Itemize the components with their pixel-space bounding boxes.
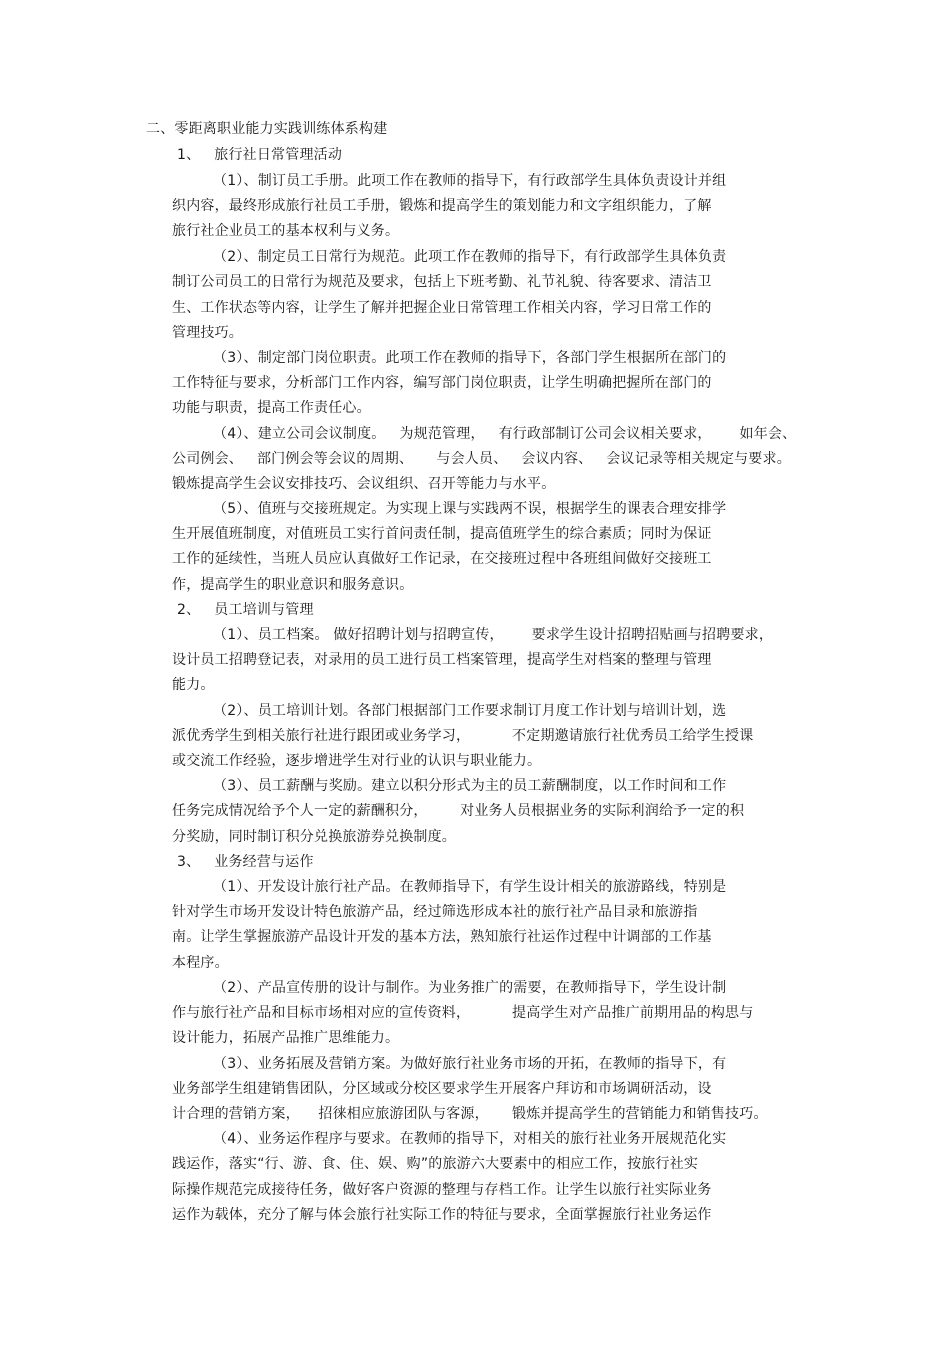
paragraph-line: 计合理的营销方案， 招徕相应旅游团队与客源， 锻炼并提高学生的营销能力和销售技巧。 (172, 1106, 768, 1122)
paragraph-line: 派优秀学生到相关旅行社进行跟团或业务学习， 不定期邀请旅行社优秀员工给学生授课 (172, 728, 754, 744)
paragraph-line: 践运作，落实“行、游、食、住、娱、购”的旅游六大要素中的相应工作，按旅行社实 (172, 1156, 699, 1172)
paragraph-line: （3）、员工薪酬与奖励。建立以积分形式为主的员工薪酬制度，以工作时间和工作 (213, 778, 727, 794)
section-heading: 2、 员工培训与管理 (177, 602, 314, 618)
paragraph-line: 生开展值班制度，对值班员工实行首问责任制，提高值班学生的综合素质；同时为保证 (172, 526, 712, 542)
paragraph-line: 生、工作状态等内容，让学生了解并把握企业日常管理工作相关内容，学习日常工作的 (172, 300, 712, 316)
paragraph-line: 分奖励，同时制订积分兑换旅游券兑换制度。 (172, 829, 456, 845)
paragraph-line: （4）、业务运作程序与要求。在教师的指导下，对相关的旅行社业务开展规范化实 (213, 1131, 727, 1147)
paragraph-line: （1）、开发设计旅行社产品。在教师指导下，有学生设计相关的旅游路线，特别是 (213, 879, 727, 895)
paragraph-line: （3）、业务拓展及营销方案。为做好旅行社业务市场的开拓，在教师的指导下，有 (213, 1056, 727, 1072)
paragraph-line: 制订公司员工的日常行为规范及要求，包括上下班考勤、礼节礼貌、待客要求、清洁卫 (172, 274, 712, 290)
paragraph-line: 任务完成情况给予个人一定的薪酬积分， 对业务人员根据业务的实际利润给予一定的积 (172, 803, 745, 819)
paragraph-line: 或交流工作经验，逐步增进学生对行业的认识与职业能力。 (172, 753, 542, 769)
paragraph-line: （1）、制订员工手册。此项工作在教师的指导下，有行政部学生具体负责设计并组 (213, 173, 727, 189)
paragraph-line: 作与旅行社产品和目标市场相对应的宣传资料， 提高学生对产品推广前期用品的构思与 (172, 1005, 754, 1021)
paragraph-line: 业务部学生组建销售团队，分区域或分校区要求学生开展客户拜访和市场调研活动，设 (172, 1081, 712, 1097)
section-heading: 1、 旅行社日常管理活动 (177, 147, 343, 163)
paragraph-line: 作，提高学生的职业意识和服务意识。 (172, 577, 414, 593)
paragraph-line: 针对学生市场开发设计特色旅游产品，经过筛选形成本社的旅行社产品目录和旅游指 (172, 904, 698, 920)
page-title: 二、零距离职业能力实践训练体系构建 (146, 121, 388, 137)
paragraph-line: 际操作规范完成接待任务，做好客户资源的整理与存档工作。让学生以旅行社实际业务 (172, 1182, 712, 1198)
paragraph-line: 工作的延续性，当班人员应认真做好工作记录，在交接班过程中各班组间做好交接班工 (172, 551, 712, 567)
paragraph-line: 本程序。 (172, 955, 229, 971)
paragraph-line: （5）、值班与交接班规定。为实现上课与实践两不误，根据学生的课表合理安排学 (213, 501, 727, 517)
paragraph-line: 能力。 (172, 677, 215, 693)
paragraph-line: 管理技巧。 (172, 325, 243, 341)
paragraph-line: 南。让学生掌握旅游产品设计开发的基本方法，熟知旅行社运作过程中计调部的工作基 (172, 929, 712, 945)
paragraph-line: 设计员工招聘登记表，对录用的员工进行员工档案管理，提高学生对档案的整理与管理 (172, 652, 712, 668)
paragraph-line: （2）、员工培训计划。各部门根据部门工作要求制订月度工作计划与培训计划，选 (213, 703, 727, 719)
paragraph-line: （3）、制定部门岗位职责。此项工作在教师的指导下，各部门学生根据所在部门的 (213, 350, 727, 366)
paragraph-line: （1）、员工档案。 做好招聘计划与招聘宣传， 要求学生设计招聘招贴画与招聘要求， (213, 627, 774, 643)
paragraph-line: 公司例会、 部门例会等会议的周期、 与会人员、 会议内容、 会议记录等相关规定与要求。 (172, 451, 791, 467)
paragraph-line: 锻炼提高学生会议安排技巧、会议组织、召开等能力与水平。 (172, 476, 556, 492)
paragraph-line: （2）、制定员工日常行为规范。此项工作在教师的指导下，有行政部学生具体负责 (213, 249, 727, 265)
paragraph-line: （4）、建立公司会议制度。 为规范管理， 有行政部制订公司会议相关要求， 如年会、 (213, 426, 797, 442)
paragraph-line: 功能与职责，提高工作责任心。 (172, 400, 371, 416)
paragraph-line: （2）、产品宣传册的设计与制作。为业务推广的需要，在教师指导下，学生设计制 (213, 980, 727, 996)
paragraph-line: 工作特征与要求，分析部门工作内容，编写部门岗位职责，让学生明确把握所在部门的 (172, 375, 712, 391)
paragraph-line: 织内容，最终形成旅行社员工手册，锻炼和提高学生的策划能力和文字组织能力，了解 (172, 198, 712, 214)
paragraph-line: 旅行社企业员工的基本权利与义务。 (172, 223, 400, 239)
paragraph-line: 设计能力，拓展产品推广思维能力。 (172, 1030, 400, 1046)
section-heading: 3、 业务经营与运作 (177, 854, 314, 870)
paragraph-line: 运作为载体，充分了解与体会旅行社实际工作的特征与要求，全面掌握旅行社业务运作 (172, 1207, 712, 1223)
